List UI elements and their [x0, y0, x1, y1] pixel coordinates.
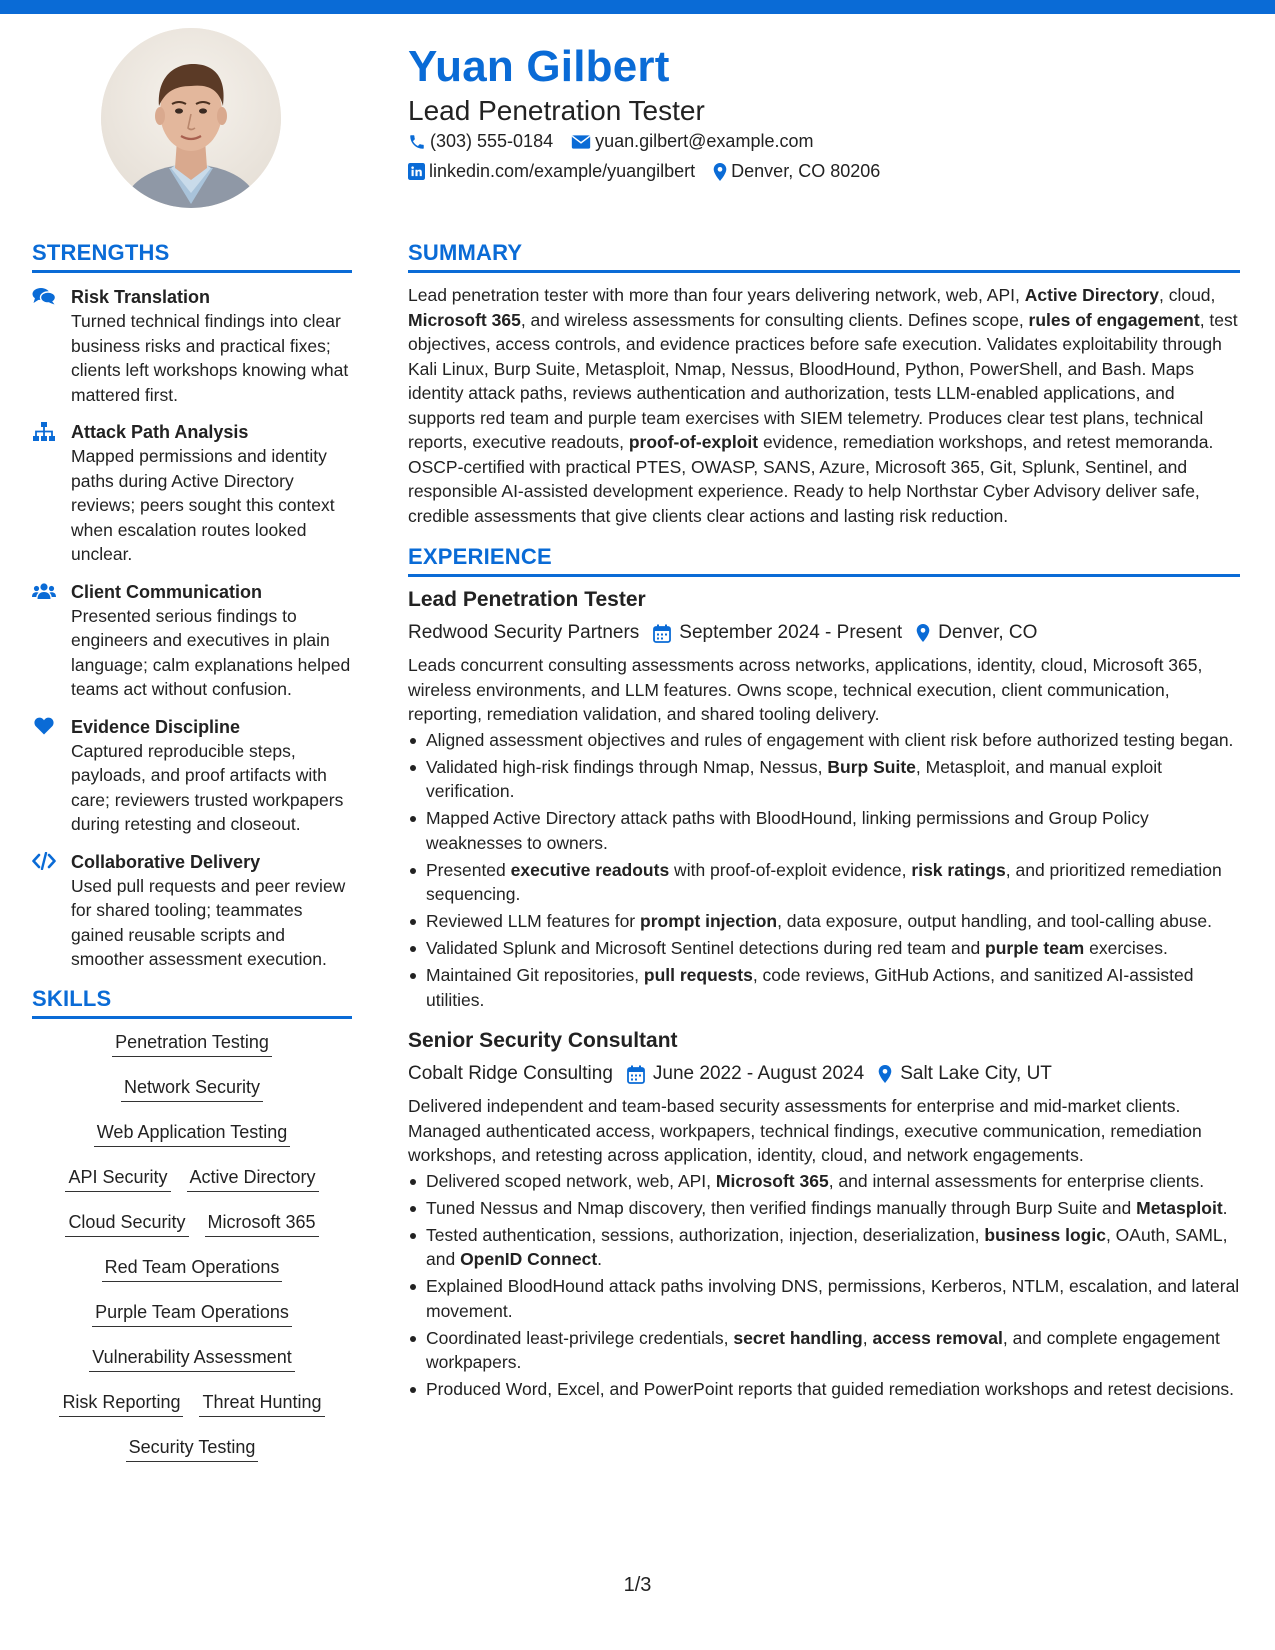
job-description: Delivered independent and team-based security assessments for enterprise and mid-market clients. Managed authenticated access, workpapers, technical findings, executive communication, remediation workshops, and retesting across application, identity, cloud, and network engagements.: [408, 1096, 1202, 1165]
bullet-item: [408, 728, 1240, 753]
text-segment: Validated high-risk findings through Nmap, Nessus,: [426, 756, 828, 777]
bullet-item: [408, 858, 1240, 907]
strength-title: Evidence Discipline: [71, 716, 241, 737]
text-segment: , Metasploit, and manual exploit verification.: [426, 756, 1163, 801]
map-pin-icon: [878, 1065, 892, 1083]
location-item: [713, 161, 880, 182]
contact-row-1: [408, 131, 831, 152]
summary-text: [408, 283, 1240, 528]
skill-tag: Cloud Security: [65, 1211, 188, 1237]
heart-icon: [32, 717, 56, 737]
right-column: [408, 240, 1240, 1404]
text-segment: , test objectives, access controls, and evidence practices before safe execution. Validates exploitability through Kali Linux, Burp Suite, Metasploit, Nmap, Nessus, BloodHound, Python, PowerShell, and Bash. Maps identity attack paths, reviews authentication and authorization, tests LLM-enabled applications, and supports red team and purple team exercises with SIEM telemetry. Produces clear test plans, technical reports, executive readouts,: [408, 309, 1238, 452]
text-segment: Explained BloodHound attack paths involving DNS, permissions, Kerberos, NTLM, escalation, and lateral movement.: [426, 1276, 1240, 1321]
linkedin-icon: [408, 163, 425, 180]
text-segment: .: [1222, 1197, 1228, 1218]
candidate-title: Lead Penetration Tester: [408, 95, 705, 126]
strength-title: Risk Translation: [71, 287, 211, 307]
bullet-item: [408, 806, 1240, 855]
text-segment: , and wireless assessments for consulting clients. Defines scope,: [520, 309, 1029, 330]
strength-desc: Mapped permissions and identity paths during Active Directory reviews; peers sought this context when escalation routes looked unclear.: [71, 446, 335, 564]
bullet-item: [408, 909, 1240, 934]
text-segment: Tuned Nessus and Nmap discovery, then verified findings manually through Burp Suite and: [426, 1197, 1137, 1218]
skill-row: [32, 1076, 352, 1121]
bullet-item: [408, 963, 1240, 1012]
bold-text: Microsoft 365: [715, 1170, 829, 1191]
text-segment: , data exposure, output handling, and tool-calling abuse.: [777, 911, 1212, 931]
strengths-heading: STRENGTHS: [32, 240, 352, 273]
job-dates-text: September 2024 - Present: [679, 622, 903, 643]
job-role: Lead Penetration Tester: [408, 588, 646, 611]
bullet-item: [408, 1274, 1240, 1323]
bullet-item: [408, 1377, 1240, 1402]
job-meta: [408, 1060, 1240, 1088]
text-segment: Tested authentication, sessions, authorization, injection, deserialization,: [426, 1224, 985, 1245]
job-dates-text: June 2022 - August 2024: [652, 1063, 865, 1084]
skill-row: [32, 1436, 352, 1481]
bullet-item: [408, 1223, 1240, 1272]
text-segment: , cloud,: [1158, 285, 1216, 305]
job-location: [878, 1060, 1052, 1088]
skill-row: [32, 1346, 352, 1391]
phone-item: [408, 131, 553, 152]
text-segment: Validated Splunk and Microsoft Sentinel detections during red team and: [426, 938, 986, 958]
text-segment: Lead penetration tester with more than four years delivering network, web, API,: [408, 285, 1025, 305]
job-entry: [408, 585, 1240, 1012]
email-item: [571, 131, 813, 152]
text-segment: Delivered scoped network, web, API,: [426, 1170, 716, 1191]
skill-tag: Microsoft 365: [205, 1211, 319, 1237]
location-text: Denver, CO 80206: [731, 161, 881, 181]
text-segment: Maintained Git repositories,: [426, 965, 644, 985]
text-segment: , OAuth, SAML, and: [426, 1224, 1228, 1269]
skill-tag: API Security: [65, 1166, 170, 1192]
strength-item: [32, 285, 352, 407]
bold-text: secret handling: [733, 1327, 863, 1348]
text-segment: Reviewed LLM features for: [426, 911, 640, 931]
text-segment: ,: [862, 1327, 873, 1348]
bold-text: Microsoft 365: [408, 309, 521, 330]
text-segment: , and complete engagement workpapers.: [426, 1327, 1220, 1372]
company: Redwood Security Partners: [408, 622, 640, 643]
bold-text: risk ratings: [911, 859, 1006, 880]
job-location: [916, 619, 1037, 647]
text-segment: exercises.: [1084, 938, 1168, 958]
text-segment: evidence, remediation workshops, and retest memoranda. OSCP-certified with practical PTES, OWASP, SANS, Azure, Microsoft 365, Git, Splunk, Sentinel, and responsible AI-assisted development experience. Ready to help Northstar Cyber Advisory deliver safe, credible assessments that give clients clear actions and lasting risk reduction.: [408, 432, 1214, 526]
skill-tag: Purple Team Operations: [92, 1301, 292, 1327]
bold-text: Burp Suite: [827, 756, 916, 777]
text-segment: Mapped Active Directory attack paths with BloodHound, linking permissions and Group Policy weaknesses to owners.: [426, 808, 1149, 853]
skills-list: [32, 1031, 352, 1481]
bullet-item: [408, 936, 1240, 961]
strength-item: [32, 850, 352, 972]
skill-row: [32, 1166, 352, 1211]
bold-text: rules of engagement: [1028, 309, 1200, 330]
skill-tag: Active Directory: [187, 1166, 319, 1192]
strength-item: [32, 580, 352, 702]
skill-row: [32, 1391, 352, 1436]
users-icon: [32, 582, 56, 602]
skills-heading: SKILLS: [32, 986, 352, 1019]
company: Cobalt Ridge Consulting: [408, 1063, 613, 1084]
skill-tag: Red Team Operations: [102, 1256, 283, 1282]
skill-tag: Risk Reporting: [59, 1391, 183, 1417]
code-icon: [32, 852, 56, 872]
phone-text: (303) 555-0184: [430, 131, 554, 151]
portrait-image: [101, 28, 281, 208]
bullet-item: [408, 755, 1240, 804]
strength-title: Attack Path Analysis: [71, 422, 249, 442]
summary-heading: SUMMARY: [408, 240, 1240, 273]
strength-desc: Turned technical findings into clear business risks and practical fixes; clients left workshops knowing what mattered first.: [71, 311, 349, 405]
text-segment: , code reviews, GitHub Actions, and sanitized AI-assisted utilities.: [426, 965, 1194, 1010]
bold-text: Metasploit: [1136, 1197, 1223, 1218]
bold-text: Active Directory: [1024, 285, 1159, 305]
phone-icon: [408, 133, 426, 151]
bold-text: proof-of-exploit: [628, 432, 759, 452]
job-bullets: [408, 728, 1240, 1013]
job-meta: [408, 619, 1240, 647]
top-accent-bar: [0, 0, 1275, 14]
strength-title: Collaborative Delivery: [71, 851, 261, 872]
strength-desc: Used pull requests and peer review for shared tooling; teammates gained reusable scripts and smoother assessment execution.: [71, 875, 346, 969]
email-text: yuan.gilbert@example.com: [595, 131, 814, 151]
job-dates: [627, 1060, 864, 1088]
bold-text: access removal: [872, 1327, 1003, 1348]
sitemap-icon: [32, 422, 56, 442]
job-role: Senior Security Consultant: [408, 1029, 678, 1052]
job-description: Leads concurrent consulting assessments across networks, applications, identity, cloud, Microsoft 365, wireless environments, and LLM features. Owns scope, technical execution, client communication, reporting, remediation validation, and shared tooling delivery.: [408, 655, 1203, 724]
skill-tag: Vulnerability Assessment: [89, 1346, 294, 1372]
bold-text: business logic: [984, 1224, 1106, 1245]
linkedin-item: [408, 161, 695, 182]
text-segment: , and internal assessments for enterprise clients.: [828, 1170, 1205, 1191]
map-pin-icon: [916, 624, 930, 642]
job-location-text: Denver, CO: [938, 622, 1038, 643]
job-entry: [408, 1026, 1240, 1402]
strength-item: [32, 715, 352, 837]
skill-tag: Web Application Testing: [94, 1121, 290, 1147]
experience-heading: EXPERIENCE: [408, 544, 1240, 577]
bold-text: pull requests: [643, 965, 753, 985]
map-pin-icon: [713, 163, 727, 181]
bullet-item: [408, 1169, 1240, 1194]
page-number: 1/3: [623, 1574, 652, 1596]
bold-text: purple team: [985, 938, 1085, 958]
calendar-icon: [627, 1065, 645, 1084]
job-dates: [653, 619, 902, 647]
skill-tag: Network Security: [121, 1076, 263, 1102]
skill-row: [32, 1031, 352, 1076]
text-segment: .: [597, 1249, 603, 1269]
candidate-name: Yuan Gilbert: [408, 42, 670, 91]
text-segment: , and prioritized remediation sequencing.: [426, 859, 1222, 904]
bullet-item: [408, 1196, 1240, 1221]
skill-row: [32, 1121, 352, 1166]
bold-text: prompt injection: [640, 911, 778, 931]
comments-icon: [32, 287, 56, 307]
bullet-item: [408, 1326, 1240, 1375]
skill-tag: Threat Hunting: [199, 1391, 324, 1417]
strength-item: [32, 420, 352, 567]
bold-text: OpenID Connect: [460, 1249, 598, 1269]
bold-text: executive readouts: [510, 859, 670, 880]
left-column: [32, 240, 352, 1481]
text-segment: with proof-of-exploit evidence,: [669, 859, 912, 880]
job-location-text: Salt Lake City, UT: [900, 1063, 1052, 1084]
text-segment: Produced Word, Excel, and PowerPoint reports that guided remediation workshops and retest decisions.: [426, 1379, 1235, 1399]
strengths-list: [32, 285, 352, 972]
skill-row: [32, 1256, 352, 1301]
calendar-icon: [653, 624, 671, 643]
skill-tag: Security Testing: [126, 1436, 259, 1462]
text-segment: Presented: [426, 859, 511, 880]
envelope-icon: [571, 134, 591, 150]
text-segment: Aligned assessment objectives and rules of engagement with client risk before authorized testing began.: [426, 729, 1234, 750]
strength-title: Client Communication: [71, 581, 263, 602]
skill-tag: Penetration Testing: [112, 1031, 272, 1057]
skill-row: [32, 1301, 352, 1346]
text-segment: Coordinated least-privilege credentials,: [426, 1327, 734, 1348]
strength-desc: Presented serious findings to engineers and executives in plain language; calm explanations helped teams act without confusion.: [71, 605, 351, 699]
profile-photo: [101, 28, 281, 208]
linkedin-text: linkedin.com/example/yuangilbert: [429, 161, 696, 181]
skill-row: [32, 1211, 352, 1256]
job-bullets: [408, 1169, 1240, 1402]
strength-desc: Captured reproducible steps, payloads, and proof artifacts with care; reviewers trusted workpapers during retesting and closeout.: [71, 740, 344, 834]
contact-row-2: [408, 161, 898, 182]
